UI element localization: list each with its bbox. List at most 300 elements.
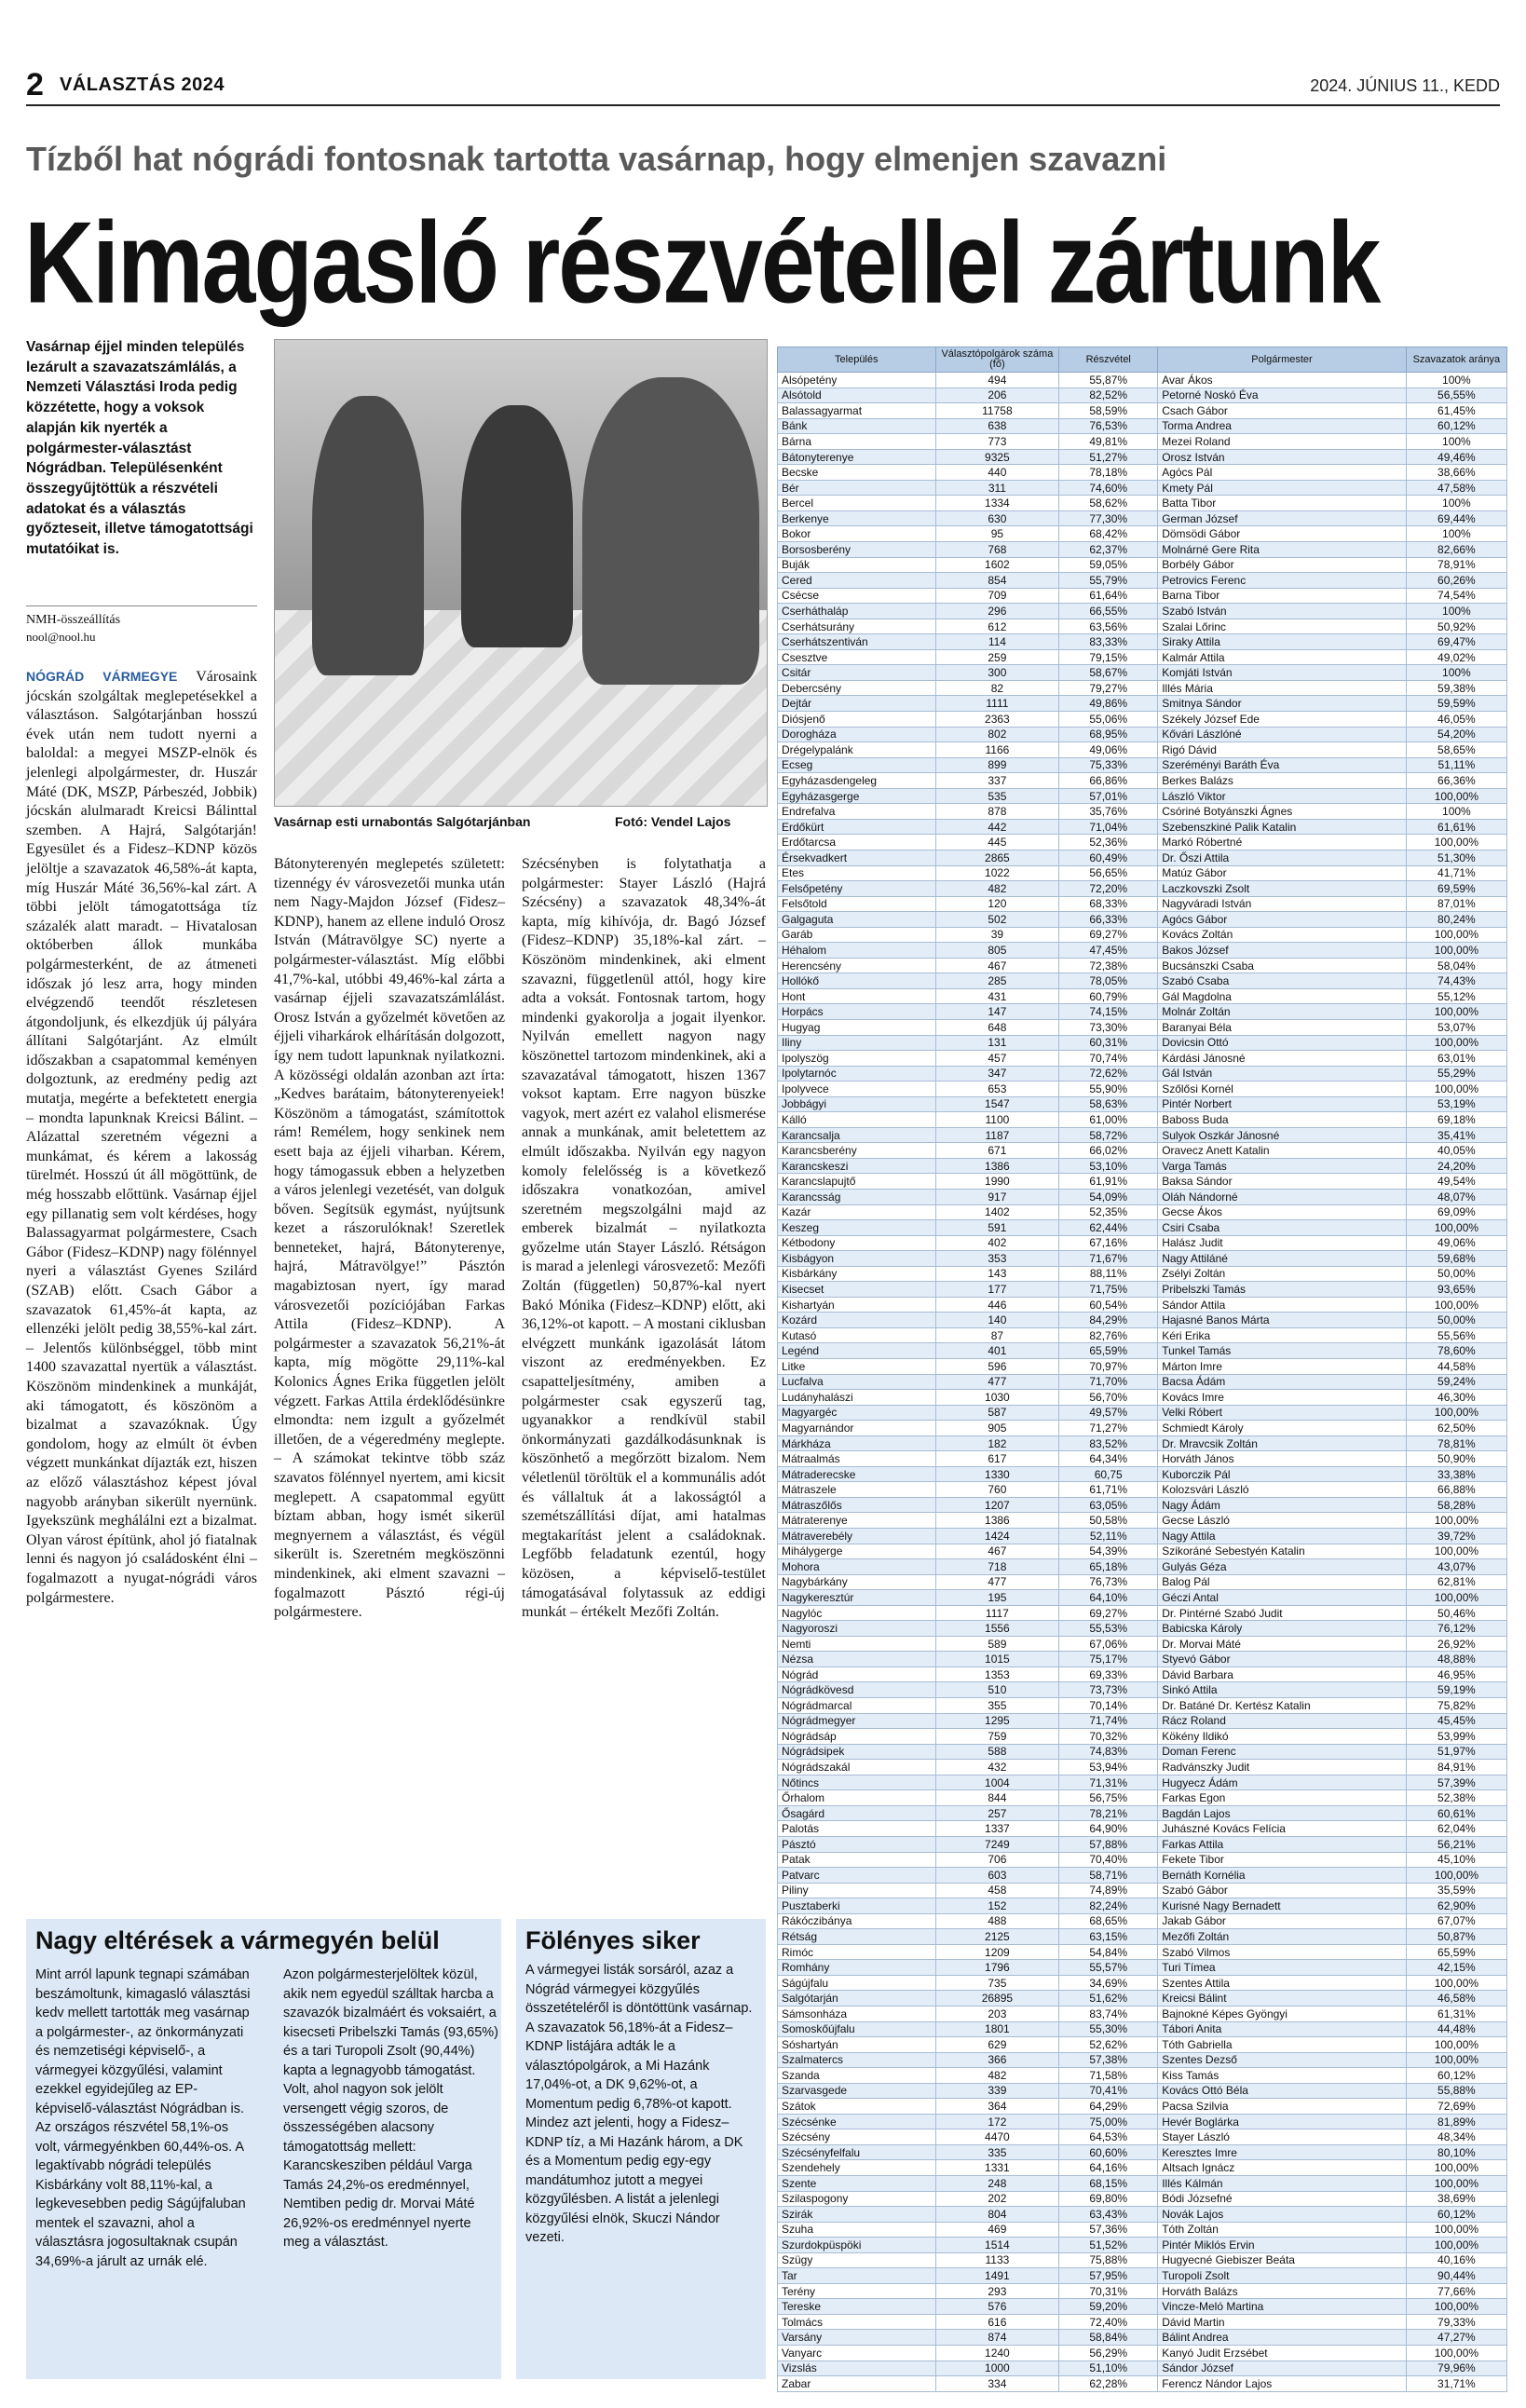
cell-settlement: Kazár bbox=[778, 1204, 936, 1220]
table-row bbox=[778, 896, 1507, 912]
cell-voters: 337 bbox=[935, 773, 1059, 789]
cell-mayor: Szabó Vilmos bbox=[1158, 1944, 1407, 1960]
cell-mayor: Pintér Miklós Ervin bbox=[1158, 2238, 1407, 2253]
cell-settlement: Magyargéc bbox=[778, 1405, 936, 1421]
cell-mayor: Petorné Noskó Éva bbox=[1158, 388, 1407, 403]
cell-turnout: 68,15% bbox=[1059, 2175, 1158, 2191]
cell-turnout: 52,36% bbox=[1059, 835, 1158, 850]
cell-vote-share: 100,00% bbox=[1406, 1513, 1506, 1529]
cell-voters: 596 bbox=[935, 1359, 1059, 1375]
cell-turnout: 34,69% bbox=[1059, 1975, 1158, 1991]
cell-vote-share: 40,16% bbox=[1406, 2252, 1506, 2268]
table-row bbox=[778, 403, 1507, 419]
cell-settlement: Mátraverebély bbox=[778, 1529, 936, 1544]
table-row bbox=[778, 2252, 1507, 2268]
cell-vote-share: 78,60% bbox=[1406, 1343, 1506, 1359]
table-row bbox=[778, 1760, 1507, 1775]
cell-mayor: Mezőfi Zoltán bbox=[1158, 1929, 1407, 1945]
cell-turnout: 68,42% bbox=[1059, 526, 1158, 542]
cell-vote-share: 66,88% bbox=[1406, 1482, 1506, 1498]
cell-voters: 203 bbox=[935, 2006, 1059, 2021]
table-row bbox=[778, 943, 1507, 959]
cell-vote-share: 51,97% bbox=[1406, 1744, 1506, 1760]
cell-mayor: Kalmár Attila bbox=[1158, 649, 1407, 665]
cell-turnout: 70,32% bbox=[1059, 1729, 1158, 1745]
cell-voters: 588 bbox=[935, 1744, 1059, 1760]
cell-voters: 9325 bbox=[935, 449, 1059, 465]
cell-turnout: 74,15% bbox=[1059, 1004, 1158, 1020]
cell-turnout: 70,14% bbox=[1059, 1698, 1158, 1714]
cell-mayor: Ferencz Nándor Lajos bbox=[1158, 2376, 1407, 2392]
cell-settlement: Nógrádsipek bbox=[778, 1744, 936, 1760]
cell-voters: 804 bbox=[935, 2207, 1059, 2223]
cell-mayor: Pribelszki Tamás bbox=[1158, 1282, 1407, 1298]
column-header-vote-share: Szavazatok aránya bbox=[1406, 347, 1506, 373]
cell-turnout: 60,54% bbox=[1059, 1297, 1158, 1313]
cell-vote-share: 40,05% bbox=[1406, 1143, 1506, 1159]
cell-mayor: Horváth Balázs bbox=[1158, 2283, 1407, 2299]
article-kicker: Tízből hat nógrádi fontosnak tartotta vasárnap, hogy elmenjen szavazni bbox=[26, 140, 1167, 178]
cell-voters: 612 bbox=[935, 619, 1059, 634]
table-row bbox=[778, 1466, 1507, 1482]
cell-mayor: Bacsa Ádám bbox=[1158, 1374, 1407, 1390]
cell-turnout: 62,37% bbox=[1059, 542, 1158, 558]
cell-settlement: Csesztve bbox=[778, 649, 936, 665]
cell-voters: 759 bbox=[935, 1729, 1059, 1745]
cell-vote-share: 76,12% bbox=[1406, 1621, 1506, 1637]
cell-turnout: 60,49% bbox=[1059, 850, 1158, 865]
cell-vote-share: 55,56% bbox=[1406, 1327, 1506, 1343]
cell-turnout: 51,62% bbox=[1059, 1991, 1158, 2007]
cell-settlement: Egyházasgerge bbox=[778, 788, 936, 804]
cell-turnout: 55,53% bbox=[1059, 1621, 1158, 1637]
cell-turnout: 76,53% bbox=[1059, 418, 1158, 434]
table-row bbox=[778, 1251, 1507, 1267]
cell-settlement: Bárna bbox=[778, 434, 936, 450]
cell-vote-share: 60,12% bbox=[1406, 2207, 1506, 2223]
cell-vote-share: 49,02% bbox=[1406, 649, 1506, 665]
cell-turnout: 55,79% bbox=[1059, 573, 1158, 589]
cell-mayor: Csiri Csaba bbox=[1158, 1220, 1407, 1236]
cell-mayor: Illés Kálmán bbox=[1158, 2175, 1407, 2191]
cell-turnout: 78,18% bbox=[1059, 465, 1158, 481]
table-row bbox=[778, 2376, 1507, 2392]
cell-settlement: Nemti bbox=[778, 1636, 936, 1652]
cell-voters: 1386 bbox=[935, 1513, 1059, 1529]
cell-vote-share: 50,90% bbox=[1406, 1451, 1506, 1467]
article-column-3 bbox=[522, 855, 766, 1623]
cell-mayor: Dovicsin Ottó bbox=[1158, 1035, 1407, 1051]
cell-voters: 293 bbox=[935, 2283, 1059, 2299]
cell-turnout: 56,70% bbox=[1059, 1390, 1158, 1406]
cell-turnout: 49,86% bbox=[1059, 696, 1158, 712]
cell-settlement: Bokor bbox=[778, 526, 936, 542]
cell-vote-share: 100,00% bbox=[1406, 835, 1506, 850]
cell-settlement: Felsőtold bbox=[778, 896, 936, 912]
cell-turnout: 57,88% bbox=[1059, 1836, 1158, 1852]
cell-mayor: Nagy Attila bbox=[1158, 1529, 1407, 1544]
cell-voters: 706 bbox=[935, 1852, 1059, 1868]
cell-settlement: Balassagyarmat bbox=[778, 403, 936, 419]
cell-turnout: 63,56% bbox=[1059, 619, 1158, 634]
cell-turnout: 66,55% bbox=[1059, 604, 1158, 619]
cell-voters: 477 bbox=[935, 1374, 1059, 1390]
cell-voters: 905 bbox=[935, 1421, 1059, 1436]
cell-mayor: Petrovics Ferenc bbox=[1158, 573, 1407, 589]
cell-mayor: Tunkel Tamás bbox=[1158, 1343, 1407, 1359]
table-row bbox=[778, 1805, 1507, 1821]
cell-voters: 206 bbox=[935, 388, 1059, 403]
table-row bbox=[778, 1883, 1507, 1898]
cell-turnout: 58,84% bbox=[1059, 2330, 1158, 2346]
byline-author: NMH-összeállítás bbox=[26, 613, 121, 627]
cell-vote-share: 46,05% bbox=[1406, 712, 1506, 728]
column-header-turnout: Részvétel bbox=[1059, 347, 1158, 373]
cell-settlement: Mátraszele bbox=[778, 1482, 936, 1498]
cell-settlement: Mátraderecske bbox=[778, 1466, 936, 1482]
cell-turnout: 62,44% bbox=[1059, 1220, 1158, 1236]
cell-mayor: Baranyai Béla bbox=[1158, 1019, 1407, 1035]
cell-voters: 152 bbox=[935, 1898, 1059, 1914]
cell-turnout: 61,64% bbox=[1059, 588, 1158, 604]
cell-vote-share: 54,20% bbox=[1406, 727, 1506, 742]
cell-vote-share: 61,31% bbox=[1406, 2006, 1506, 2021]
cell-voters: 1330 bbox=[935, 1466, 1059, 1482]
cell-turnout: 70,31% bbox=[1059, 2283, 1158, 2299]
cell-settlement: Bér bbox=[778, 480, 936, 496]
cell-voters: 899 bbox=[935, 757, 1059, 773]
cell-vote-share: 38,66% bbox=[1406, 465, 1506, 481]
cell-voters: 259 bbox=[935, 649, 1059, 665]
cell-mayor: Szabó Gábor bbox=[1158, 1883, 1407, 1898]
cell-turnout: 53,94% bbox=[1059, 1760, 1158, 1775]
page-header bbox=[26, 67, 1500, 106]
cell-voters: 177 bbox=[935, 1282, 1059, 1298]
cell-turnout: 49,06% bbox=[1059, 742, 1158, 758]
table-row bbox=[778, 1143, 1507, 1159]
box-text: A vármegyei listák sorsáról, azaz a Nógrád vármegyei közgyűlés összetételéről is döntöttünk vasárnap. A szavazatok 56,18%-át a Fidesz–KDNP listájára adták le a választópolgárok, a Mi Hazánk 17,04%-ot, a DK 9,62%-ot, a Momentum pedig 6,78%-ot kapott. Mindez azt jelenti, hogy a Fidesz–KDNP tíz, a Mi Hazánk három, a DK és a Momentum pedig egy-egy mandátumhoz jutott a megyei közgyűlésben. A listát a jelenlegi közgyűlési elnök, Skuczi Nándor vezeti. bbox=[525, 1963, 753, 2245]
cell-voters: 1111 bbox=[935, 696, 1059, 712]
cell-vote-share: 100,00% bbox=[1406, 927, 1506, 943]
cell-voters: 1207 bbox=[935, 1497, 1059, 1513]
cell-vote-share: 100% bbox=[1406, 665, 1506, 681]
table-row bbox=[778, 1868, 1507, 1884]
cell-voters: 718 bbox=[935, 1559, 1059, 1575]
cell-turnout: 71,04% bbox=[1059, 819, 1158, 835]
cell-vote-share: 33,38% bbox=[1406, 1466, 1506, 1482]
cell-mayor: Fekete Tibor bbox=[1158, 1852, 1407, 1868]
cell-turnout: 66,02% bbox=[1059, 1143, 1158, 1159]
cell-voters: 482 bbox=[935, 881, 1059, 897]
cell-voters: 335 bbox=[935, 2144, 1059, 2160]
table-row bbox=[778, 1374, 1507, 1390]
cell-settlement: Tar bbox=[778, 2268, 936, 2284]
cell-turnout: 64,29% bbox=[1059, 2099, 1158, 2115]
cell-mayor: Bucsánszki Csaba bbox=[1158, 958, 1407, 973]
cell-settlement: Szilaspogony bbox=[778, 2191, 936, 2207]
cell-turnout: 64,53% bbox=[1059, 2129, 1158, 2145]
cell-mayor: Berkes Balázs bbox=[1158, 773, 1407, 789]
cell-mayor: Csach Gábor bbox=[1158, 403, 1407, 419]
cell-settlement: Dejtár bbox=[778, 696, 936, 712]
table-row bbox=[778, 1019, 1507, 1035]
cell-voters: 147 bbox=[935, 1004, 1059, 1020]
cell-mayor: Balog Pál bbox=[1158, 1574, 1407, 1590]
cell-settlement: Hollókő bbox=[778, 973, 936, 989]
cell-turnout: 55,30% bbox=[1059, 2021, 1158, 2037]
table-row bbox=[778, 665, 1507, 681]
cell-voters: 854 bbox=[935, 573, 1059, 589]
cell-voters: 576 bbox=[935, 2299, 1059, 2315]
cell-vote-share: 38,69% bbox=[1406, 2191, 1506, 2207]
table-row bbox=[778, 1343, 1507, 1359]
cell-settlement: Patvarc bbox=[778, 1868, 936, 1884]
cell-vote-share: 52,38% bbox=[1406, 1790, 1506, 1806]
cell-vote-share: 65,59% bbox=[1406, 1944, 1506, 1960]
cell-turnout: 78,21% bbox=[1059, 1805, 1158, 1821]
cell-settlement: Alsótold bbox=[778, 388, 936, 403]
cell-settlement: Bátonyterenye bbox=[778, 449, 936, 465]
cell-mayor: Nagy Ádám bbox=[1158, 1497, 1407, 1513]
cell-turnout: 57,01% bbox=[1059, 788, 1158, 804]
cell-settlement: Pásztó bbox=[778, 1836, 936, 1852]
box-text: Azon polgármesterjelöltek közül, akik nem egyedül szálltak harcba a szavazók bizalmáért és voksaiért, a kisecseti Pribelszki Tamás (93,65%) és a tari Turopoli Zsolt (90,44%) kapta a legnagyobb támogatást. Volt, ahol nagyon sok jelölt versengett végig szoros, de összességében alacsony támogatottság mellett: Karancskesziben például Varga Tamás 24,2%-os eredménnyel, Nemtiben pedig dr. Morvai Máté 26,92%-os eredménnyel nyerte meg a választást. bbox=[283, 1967, 499, 2250]
cell-settlement: Magyarnándor bbox=[778, 1421, 936, 1436]
cell-vote-share: 41,71% bbox=[1406, 865, 1506, 881]
cell-mayor: Styevó Gábor bbox=[1158, 1652, 1407, 1667]
cell-mayor: Borbély Gábor bbox=[1158, 557, 1407, 573]
table-row bbox=[778, 2346, 1507, 2361]
cell-mayor: Mezei Roland bbox=[1158, 434, 1407, 450]
cell-voters: 143 bbox=[935, 1266, 1059, 1282]
cell-mayor: German József bbox=[1158, 510, 1407, 526]
cell-vote-share: 50,92% bbox=[1406, 619, 1506, 634]
cell-settlement: Salgótarján bbox=[778, 1991, 936, 2007]
table-row bbox=[778, 1313, 1507, 1328]
cell-vote-share: 48,88% bbox=[1406, 1652, 1506, 1667]
cell-voters: 114 bbox=[935, 634, 1059, 650]
cell-vote-share: 42,15% bbox=[1406, 1960, 1506, 1976]
cell-settlement: Felsőpetény bbox=[778, 881, 936, 897]
cell-turnout: 57,95% bbox=[1059, 2268, 1158, 2284]
table-row bbox=[778, 449, 1507, 465]
cell-turnout: 72,40% bbox=[1059, 2314, 1158, 2330]
results-table bbox=[777, 347, 1507, 2392]
table-row bbox=[778, 1574, 1507, 1590]
cell-settlement: Márkháza bbox=[778, 1435, 936, 1451]
cell-mayor: Laczkovszki Zsolt bbox=[1158, 881, 1407, 897]
cell-vote-share: 55,12% bbox=[1406, 988, 1506, 1004]
table-row bbox=[778, 1082, 1507, 1097]
cell-voters: 1015 bbox=[935, 1652, 1059, 1667]
byline-email: nool@nool.hu bbox=[26, 630, 96, 644]
table-row bbox=[778, 1282, 1507, 1298]
cell-vote-share: 60,61% bbox=[1406, 1805, 1506, 1821]
cell-mayor: Altsach Ignácz bbox=[1158, 2160, 1407, 2176]
cell-mayor: Márton Imre bbox=[1158, 1359, 1407, 1375]
cell-voters: 629 bbox=[935, 2037, 1059, 2053]
cell-settlement: Nagylóc bbox=[778, 1605, 936, 1621]
cell-settlement: Erdőkürt bbox=[778, 819, 936, 835]
cell-turnout: 74,89% bbox=[1059, 1883, 1158, 1898]
cell-turnout: 47,45% bbox=[1059, 943, 1158, 959]
cell-voters: 1796 bbox=[935, 1960, 1059, 1976]
cell-mayor: Agócs Pál bbox=[1158, 465, 1407, 481]
table-row bbox=[778, 850, 1507, 865]
cell-turnout: 66,86% bbox=[1059, 773, 1158, 789]
cell-settlement: Tereske bbox=[778, 2299, 936, 2315]
table-row bbox=[778, 1066, 1507, 1082]
cell-turnout: 58,67% bbox=[1059, 665, 1158, 681]
cell-mayor: Dr. Őszi Attila bbox=[1158, 850, 1407, 865]
cell-mayor: Turi Tímea bbox=[1158, 1960, 1407, 1976]
cell-mayor: Dávid Martin bbox=[1158, 2314, 1407, 2330]
article-photo bbox=[274, 339, 768, 807]
cell-mayor: Gál Magdolna bbox=[1158, 988, 1407, 1004]
cell-turnout: 73,30% bbox=[1059, 1019, 1158, 1035]
table-row bbox=[778, 1605, 1507, 1621]
cell-turnout: 83,33% bbox=[1059, 634, 1158, 650]
cell-mayor: Bódi Józsefné bbox=[1158, 2191, 1407, 2207]
cell-settlement: Zabar bbox=[778, 2376, 936, 2392]
cell-mayor: Rigó Dávid bbox=[1158, 742, 1407, 758]
cell-voters: 172 bbox=[935, 2114, 1059, 2129]
cell-vote-share: 80,24% bbox=[1406, 912, 1506, 928]
cell-turnout: 79,15% bbox=[1059, 649, 1158, 665]
cell-mayor: Baboss Buda bbox=[1158, 1112, 1407, 1128]
cell-settlement: Buják bbox=[778, 557, 936, 573]
cell-voters: 638 bbox=[935, 418, 1059, 434]
cell-vote-share: 59,38% bbox=[1406, 680, 1506, 696]
cell-mayor: Bakos József bbox=[1158, 943, 1407, 959]
cell-mayor: Géczi Antal bbox=[1158, 1590, 1407, 1606]
cell-mayor: Markó Róbertné bbox=[1158, 835, 1407, 850]
cell-mayor: Kovács Ottó Béla bbox=[1158, 2083, 1407, 2099]
cell-settlement: Nógrádszakál bbox=[778, 1760, 936, 1775]
table-row bbox=[778, 2052, 1507, 2068]
cell-turnout: 56,29% bbox=[1059, 2346, 1158, 2361]
cell-mayor: Kéri Erika bbox=[1158, 1327, 1407, 1343]
cell-mayor: László Viktor bbox=[1158, 788, 1407, 804]
cell-turnout: 74,60% bbox=[1059, 480, 1158, 496]
table-row bbox=[778, 510, 1507, 526]
photo-person bbox=[582, 377, 759, 685]
table-row bbox=[778, 1204, 1507, 1220]
cell-voters: 671 bbox=[935, 1143, 1059, 1159]
cell-settlement: Ipolyvece bbox=[778, 1082, 936, 1097]
table-row bbox=[778, 373, 1507, 388]
cell-mayor: Kovács Imre bbox=[1158, 1390, 1407, 1406]
table-row bbox=[778, 835, 1507, 850]
cell-voters: 355 bbox=[935, 1698, 1059, 1714]
table-row bbox=[778, 1821, 1507, 1837]
cell-voters: 477 bbox=[935, 1574, 1059, 1590]
cell-voters: 1424 bbox=[935, 1529, 1059, 1544]
table-row bbox=[778, 881, 1507, 897]
cell-vote-share: 58,04% bbox=[1406, 958, 1506, 973]
cell-vote-share: 63,01% bbox=[1406, 1051, 1506, 1067]
cell-turnout: 75,17% bbox=[1059, 1652, 1158, 1667]
cell-mayor: Horváth János bbox=[1158, 1451, 1407, 1467]
cell-vote-share: 59,24% bbox=[1406, 1374, 1506, 1390]
cell-mayor: Juhászné Kovács Felícia bbox=[1158, 1821, 1407, 1837]
cell-vote-share: 48,34% bbox=[1406, 2129, 1506, 2145]
cell-vote-share: 100,00% bbox=[1406, 943, 1506, 959]
cell-vote-share: 46,58% bbox=[1406, 1991, 1506, 2007]
cell-mayor: Dávid Barbara bbox=[1158, 1667, 1407, 1682]
table-row bbox=[778, 2175, 1507, 2191]
cell-voters: 300 bbox=[935, 665, 1059, 681]
cell-mayor: Siraky Attila bbox=[1158, 634, 1407, 650]
table-row bbox=[778, 988, 1507, 1004]
cell-settlement: Vizslás bbox=[778, 2360, 936, 2376]
cell-voters: 760 bbox=[935, 1482, 1059, 1498]
cell-turnout: 64,34% bbox=[1059, 1451, 1158, 1467]
cell-voters: 510 bbox=[935, 1682, 1059, 1698]
cell-settlement: Iliny bbox=[778, 1035, 936, 1051]
cell-voters: 131 bbox=[935, 1035, 1059, 1051]
table-row bbox=[778, 2268, 1507, 2284]
cell-vote-share: 79,96% bbox=[1406, 2360, 1506, 2376]
cell-turnout: 60,60% bbox=[1059, 2144, 1158, 2160]
cell-mayor: Kárdási Jánosné bbox=[1158, 1051, 1407, 1067]
cell-settlement: Diósjenő bbox=[778, 712, 936, 728]
cell-turnout: 76,73% bbox=[1059, 1574, 1158, 1590]
cell-vote-share: 100,00% bbox=[1406, 1004, 1506, 1020]
cell-vote-share: 100,00% bbox=[1406, 1590, 1506, 1606]
table-row bbox=[778, 1775, 1507, 1790]
cell-settlement: Palotás bbox=[778, 1821, 936, 1837]
table-row bbox=[778, 1435, 1507, 1451]
cell-vote-share: 69,59% bbox=[1406, 881, 1506, 897]
cell-settlement: Szügy bbox=[778, 2252, 936, 2268]
cell-vote-share: 59,59% bbox=[1406, 696, 1506, 712]
cell-voters: 1602 bbox=[935, 557, 1059, 573]
cell-mayor: Kovács Zoltán bbox=[1158, 927, 1407, 943]
cell-settlement: Ipolyszög bbox=[778, 1051, 936, 1067]
cell-voters: 87 bbox=[935, 1327, 1059, 1343]
table-row bbox=[778, 1112, 1507, 1128]
table-row bbox=[778, 557, 1507, 573]
table-row bbox=[778, 912, 1507, 928]
cell-voters: 648 bbox=[935, 1019, 1059, 1035]
cell-mayor: Kreicsi Bálint bbox=[1158, 1991, 1407, 2007]
cell-mayor: Orosz István bbox=[1158, 449, 1407, 465]
cell-settlement: Szarvasgede bbox=[778, 2083, 936, 2099]
article-column-2 bbox=[274, 855, 505, 1623]
cell-voters: 1133 bbox=[935, 2252, 1059, 2268]
table-row bbox=[778, 465, 1507, 481]
cell-voters: 2125 bbox=[935, 1929, 1059, 1945]
cell-vote-share: 100,00% bbox=[1406, 2222, 1506, 2238]
cell-turnout: 64,10% bbox=[1059, 1590, 1158, 1606]
cell-mayor: Kurisné Nagy Bernadett bbox=[1158, 1898, 1407, 1914]
cell-turnout: 84,29% bbox=[1059, 1313, 1158, 1328]
cell-turnout: 58,62% bbox=[1059, 496, 1158, 511]
table-row bbox=[778, 2330, 1507, 2346]
cell-mayor: Szabó Csaba bbox=[1158, 973, 1407, 989]
column-header-settlement: Település bbox=[778, 347, 936, 373]
cell-settlement: Egyházasdengeleg bbox=[778, 773, 936, 789]
cell-mayor: Dr. Morvai Máté bbox=[1158, 1636, 1407, 1652]
cell-turnout: 35,76% bbox=[1059, 804, 1158, 820]
table-row bbox=[778, 1513, 1507, 1529]
cell-turnout: 63,05% bbox=[1059, 1497, 1158, 1513]
table-row bbox=[778, 2160, 1507, 2176]
table-header-row bbox=[778, 347, 1507, 373]
cell-turnout: 56,75% bbox=[1059, 1790, 1158, 1806]
cell-settlement: Karancsalja bbox=[778, 1127, 936, 1143]
